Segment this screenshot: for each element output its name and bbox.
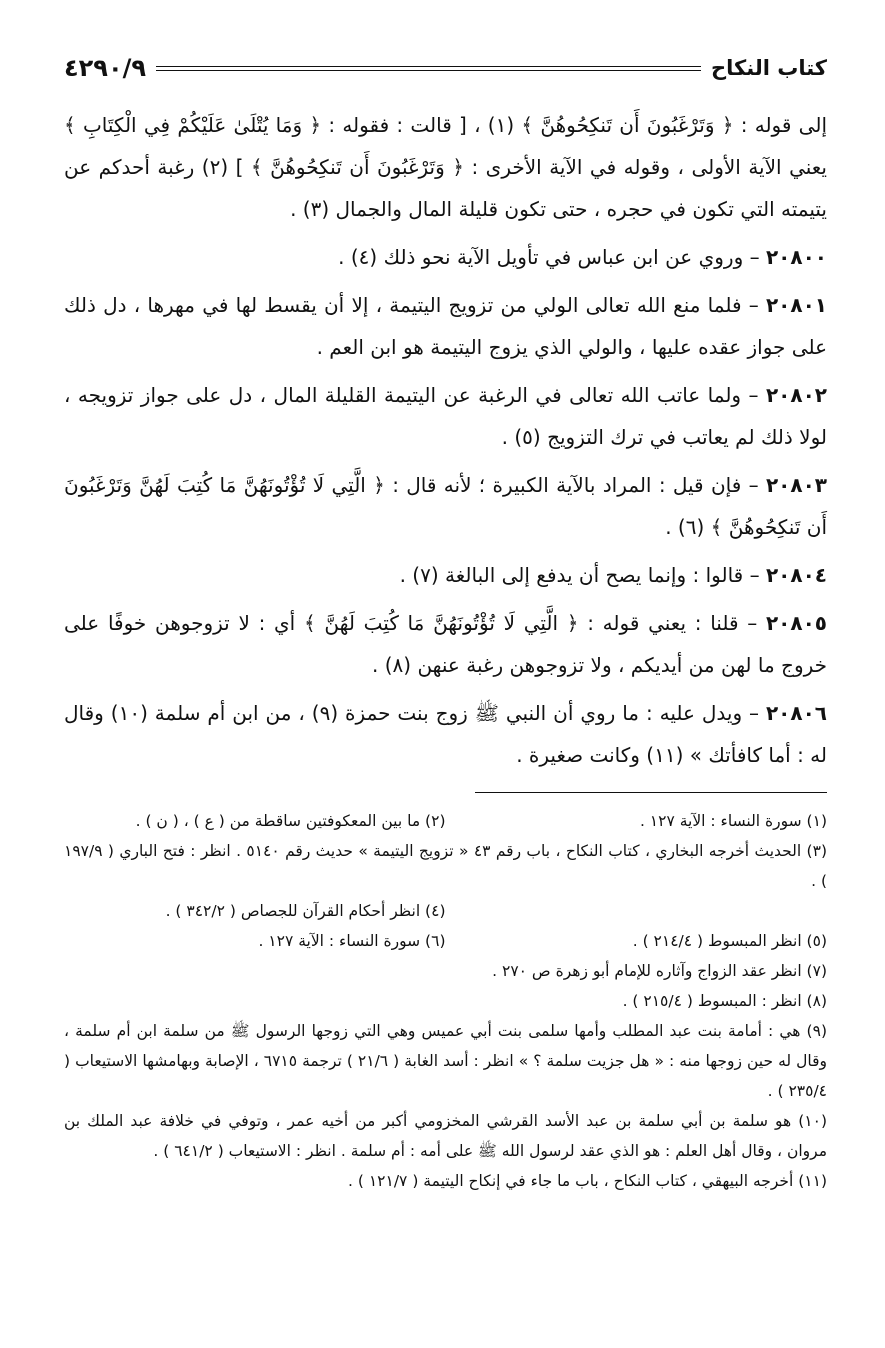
footnote: (٦) سورة النساء : الآية ١٢٧ . — [258, 932, 446, 950]
book-title: كتاب النكاح — [711, 56, 827, 80]
footnotes — [64, 806, 827, 1196]
paragraph-number: ٢٠٨٠٣ — [765, 473, 827, 497]
footnote-row — [64, 896, 827, 926]
main-text — [64, 104, 827, 782]
paragraph-text: – ويدل عليه : ما روي أن النبي ﷺ زوج بنت حمزة (٩) ، من ابن أم سلمة (١٠) وقال له : أما كافأتك » (١١) وكانت صغيرة . — [64, 701, 827, 767]
footnote-separator — [475, 792, 827, 793]
paragraph — [64, 284, 827, 368]
footnote: (٩) هي : أمامة بنت عبد المطلب وأمها سلمى بنت أبي عميس وهي التي زوجها الرسول ﷺ من سلمة ابن أم سلمة ، وقال له حين زوجها منه : « هل جزيت سلمة ؟ » انظر : أسد الغابة ( ٢١/٦ ) ترجمة ٦٧١٥ ، الإصابة وبهامشها الاستيعاب ( ٢٣٥/٤ ) . — [64, 1022, 828, 1100]
footnote-row — [64, 926, 827, 956]
footnote: (١) سورة النساء : الآية ١٢٧ . — [639, 812, 827, 830]
footnote: (٢) ما بين المعكوفتين ساقطة من ( ع ) ، ( ن ) . — [135, 812, 446, 830]
paragraph-number: ٢٠٨٠٤ — [765, 563, 827, 587]
paragraph-continuation: إلى قوله : ﴿ وَتَرْغَبُونَ أَن تَنكِحُوهُنَّ ﴾ (١) ، [ قالت : فقوله : ﴿ وَمَا يُتْلَىٰ عَلَيْكُمْ فِي الْكِتَابِ ﴾ يعني الآية الأولى ، وقوله في الآية الأخرى : ﴿ وَتَرْغَبُونَ أَن تَنكِحُوهُنَّ ﴾ ] (٢) رغبة أحدكم عن يتيمته التي تكون في حجره ، حتى تكون قليلة المال والجمال (٣) . — [64, 113, 828, 221]
paragraph-text: – فلما منع الله تعالى الولي من تزويج اليتيمة ، إلا أن يقسط لها في مهرها ، دل ذلك على جواز عقده عليها ، والولي الذي يزوج اليتيمة هو ابن العم . — [64, 293, 827, 359]
paragraph-text: – وروي عن ابن عباس في تأويل الآية نحو ذلك (٤) . — [338, 245, 760, 269]
paragraph — [64, 374, 827, 458]
header-double-rule — [156, 66, 701, 71]
page-number: ٤٢٩٠/٩ — [64, 54, 147, 82]
paragraph-text: – قلنا : يعني قوله : ﴿ الَّتِي لَا تُؤْتُونَهُنَّ مَا كُتِبَ لَهُنَّ ﴾ أي : لا تزوجوهن خوفًا على خروج ما لهن من أيديكم ، ولا تزوجوهن رغبة عنهن (٨) . — [64, 611, 827, 677]
footnote-row — [64, 806, 827, 836]
footnote: (٥) انظر المبسوط ( ٢١٤/٤ ) . — [632, 932, 827, 950]
footnote: (١١) أخرجه البيهقي ، كتاب النكاح ، باب ما جاء في إنكاح اليتيمة ( ١٢١/٧ ) . — [348, 1172, 827, 1190]
paragraph-number: ٢٠٨٠١ — [765, 293, 828, 317]
footnote-spacer — [446, 896, 828, 926]
footnote: (٤) انظر أحكام القرآن للجصاص ( ٣٤٢/٢ ) . — [165, 902, 446, 920]
footnote: (١٠) هو سلمة بن أبي سلمة بن عبد الأسد القرشي المخزومي أكبر من أخيه عمر ، وتوفي في خلافة عبد الملك بن مروان ، وقال أهل العلم : هو الذي عقد لرسول الله ﷺ على أمه : أم سلمة . انظر : الاستيعاب ( ٦٤١/٢ ) . — [64, 1112, 827, 1160]
paragraph — [64, 692, 827, 776]
paragraph-text: – ولما عاتب الله تعالى في الرغبة عن اليتيمة القليلة المال ، دل على جواز تزويجه ، لولا ذلك لم يعاتب في ترك التزويج (٥) . — [64, 383, 827, 449]
paragraph-number: ٢٠٨٠٥ — [765, 611, 827, 635]
paragraph — [64, 236, 827, 278]
footnote: (٧) انظر عقد الزواج وآثاره للإمام أبو زهرة ص ٢٧٠ . — [492, 962, 827, 980]
paragraph-number: ٢٠٨٠٦ — [765, 701, 828, 725]
paragraph-text: – قالوا : وإنما يصح أن يدفع إلى البالغة (٧) . — [399, 563, 760, 587]
footnote: (٨) انظر : المبسوط ( ٢١٥/٤ ) . — [622, 992, 827, 1010]
footnote: (٣) الحديث أخرجه البخاري ، كتاب النكاح ، باب رقم ٤٣ « تزويج اليتيمة » حديث رقم ٥١٤٠ . انظر : فتح الباري ( ١٩٧/٩ ) . — [64, 842, 827, 890]
paragraph — [64, 464, 827, 548]
paragraph-number: ٢٠٨٠٢ — [765, 383, 827, 407]
paragraph-number: ٢٠٨٠٠ — [765, 245, 827, 269]
paragraph — [64, 554, 827, 596]
running-header — [64, 48, 827, 88]
paragraph — [64, 602, 827, 686]
paragraph-text: – فإن قيل : المراد بالآية الكبيرة ؛ لأنه قال : ﴿ الَّتِي لَا تُؤْتُونَهُنَّ مَا كُتِبَ لَهُنَّ وَتَرْغَبُونَ أَن تَنكِحُوهُنَّ ﴾ (٦) . — [64, 473, 827, 539]
